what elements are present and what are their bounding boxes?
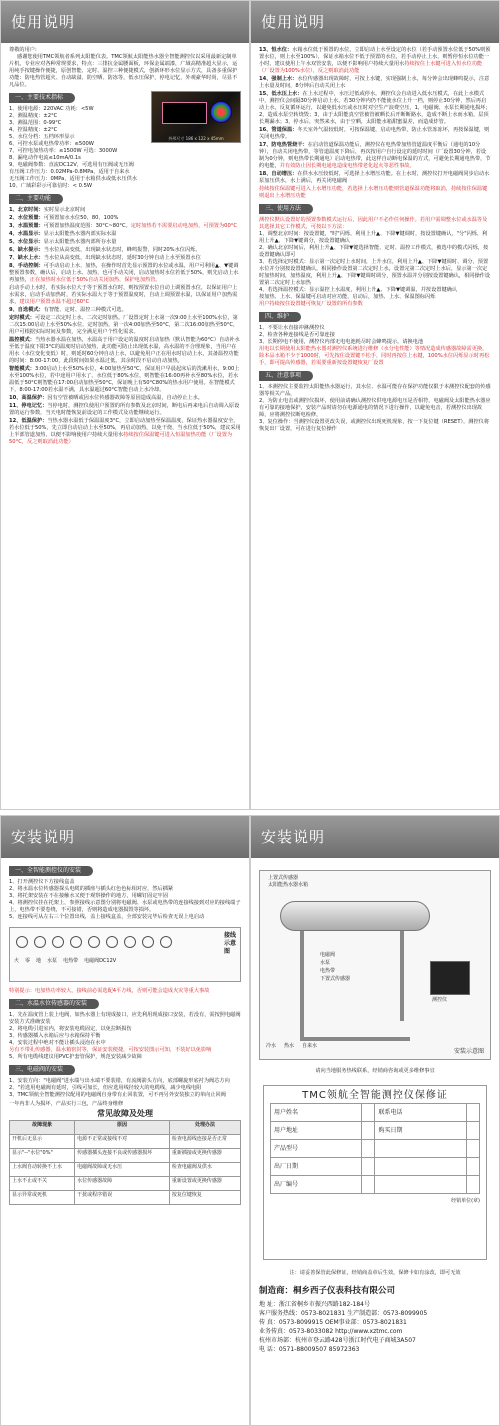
function-item-14 [9,395,241,402]
step-2: 2、确认北京时间后，利用上升▲、下降▼键选择智能、定时、温控工作模式，被选中的模式闪烁，按设置键确认即可 [259,245,489,258]
function-item-key: 智能模式： [9,366,35,372]
section-header-valve-install: 三、电磁阀的安装 [9,1065,75,1075]
terminal-icon [88,936,100,948]
page-title: 使用说明 [251,1,499,43]
function-item-value: 可预置加水水位50、80、100% [43,215,119,221]
function-item-cont-value: 在启动管道保温功能后，测控仪在电热带加热管道温度平衡后（通电的10分钟），自动关闭电热带，等管道温度下降后，再次按用户自行设定的延时时间（厂设置30分钟，若设制为0分钟，则电热带长期通电）启动电热带，此这样自动断电保温的方式，可避免长期通电热带，节约电能， [259,142,491,169]
function-item-cont-value: 冬天室外气温较低时，可按保温键，启动电热带，防止水管冻冻坏，再按保温键，则关闭电热带。 [259,127,490,140]
table-cell: 电源不正常或接线不对 [75,1135,170,1149]
terminal-icon [70,936,82,948]
label-pump: 水泵 [320,960,331,966]
function-item-value: 当热水器水温低于保温温度3°C，立即启动加热至保温温度，保证热水器温度安全，若水位低于50%，先立即自动启动上水至50%，再启动加热，以免干烧，当水位低于50%，建议采用上半部管道加热，以便不影响使用户持续大量用水 [9,418,241,438]
terminal-icon [142,936,154,948]
th-solution: 处理办法 [169,1121,240,1135]
diagram-title: 安装示意图 [453,1048,484,1055]
term-neutral: 零 [25,958,31,964]
function-item-cont-6 [259,171,491,185]
address: 地 址：浙江省桐乡市振兴西路182-184号 [259,1301,370,1308]
terminal-icon [16,936,28,948]
warranty-field: 出厂日期 [271,1158,362,1176]
step-4: 4、若选择温控模式：显示温控上水温度，利用上升▲、下降▼键调温，并按设置键确认 [259,287,458,293]
panel-caption: 外形尺寸 186 x 122 x 45mm [168,136,224,141]
function-item-value: 当水位从高变低，出现缺水状态时，延时30分钟自动上水至预置水位 [43,255,201,261]
function-item-cont-value: 水箱水位低于预置的水位，立即启动上水至设定的水位（若手动预置水位低于50%则预置水位，则上水至100%），保证水箱水位不低于预置的水位，若手动停止上水，则暂停恒水位功能一小时，建议使用上午水双管安装，以便不影响用户持续大量用水 [259,47,491,67]
function-item-8 [9,263,241,284]
label-top-sensor: 上置式传感器 [268,875,299,881]
function-item-key: 1、北京时间： [9,207,44,213]
function-item-key: 2、水位预置： [9,215,44,221]
spec-8: 8、漏电动作电流≤10mA/0.1s [9,155,81,161]
sensor-item-3: 3、传感器插入水箱后应与水箱保持平衡 [9,1033,101,1039]
spec-5: 5、水位分档：五档环形显示 [9,134,75,140]
table-cell: 按复位键恢复 [169,1191,240,1205]
function-item-cont-5 [259,142,491,170]
warranty-row [271,1140,480,1158]
function-item-cont-4 [259,127,491,141]
label-hot: 热水 [284,1043,295,1049]
function-item-note: 正在加热时水位低于50%自动关闭加热，保护电加热管。 [29,277,161,283]
term-pump: 水泵 [47,958,58,964]
function-item-key: 9、自选模式： [9,307,44,313]
spec-12: 10、广域彩彩示可靠信时：< 0.5W [9,183,93,189]
sensor-note: 另有不带孔传感器，温水箱密封等，保证安装便捷，可按安装图示可知，不装好以免影响 [9,1047,212,1053]
function-item-value: 3:00启动上水至50%水位，4:00加热至50°C，保证用户早晨起床后的洗漱用水，9:00上水至100%水位，若中途用户用水了，水位低于80%水位，则智能在16:00再补水至80%水位，若水温低于50°C则智能在17:00启动加热至50°C，保证晚上有50°C80%的热水用户使用。在智能模式下，8:00-17:00若水温不满，具水温超过60°C智能自动上水冷却。 [9,366,240,393]
function-item-value: 当停电时，测控仪使用户预置的所有参数及北京时间，断电后再来电后自动调入原设置的运行参数，当天电时能恢复前设定的工作模式及功能继续运行。 [9,403,240,416]
function-item-9 [9,285,241,306]
warranty-field: 用户姓名 [271,1104,362,1122]
warranty-value [466,1140,479,1158]
table-cell: 重新设置或更换传感器 [169,1177,240,1191]
table-cell: 水位传感器故障 [75,1177,170,1191]
fault-table [9,1120,241,1205]
function-item-cont-key: 18、自动增压： [259,171,298,177]
function-item-value: 显示太阳能热水器内部实际水温 [43,231,117,237]
usage-lead: 测控仪默认设置好的预置参数模式运行后，因此用户不必作任何操作。若用户需调整水位或水温等及其选择其它工作模式，可按以下方法： [259,217,488,230]
warranty-row [271,1158,480,1176]
caution-1: 1、本测控仪主要监控太阳能热水器运行，其水位、水温可能存在保护功能仅限于本测控仪配套的传感器等相关产品， [259,384,491,397]
biz-line: 业务传真：0573-8033082 http://www.xztmc.com [259,1328,403,1335]
th-cause: 原因 [75,1121,170,1135]
section-header-maintenance: 四、维护 [259,312,301,322]
service-line: 客户服务热线：0573-8021831 生产制造部：0573-8099905 [259,1310,428,1317]
table-row [10,1163,241,1177]
step-5: 按加热、上水、保温键可启动对应功能，启动后，加热、上水、保温图标闪烁 [259,294,436,300]
controller-icon [430,961,470,995]
terminal-icon [124,936,136,948]
hz-phone: 电 话：0571-88009507 85972363 [259,1346,360,1353]
maint-2: 2、检查各种连接线是否可靠连接 [259,332,335,338]
function-item-value: 可手动启动上水、加热，在操作时首先显示预置的水位或水温，用户可利用▲、▼键调整预置参数，确认后，启动上水、加热，也可手动关闭，启动加热时水位若低于50%，则先启动上水再加热， [9,263,239,283]
function-item-4 [9,231,241,238]
function-item-cont-value: 在上水过程中，水压过低或停水，测控仪会自动进入低水压模式，在此上水模式中，测控仪会间隔30分钟启动上水，若30分钟内仍不能使水位上升一档，则停止30分钟，然后再启动上水，反复循环运行，以避免低水压或水压时对空生产浪费空压，1，电磁阀、水泵长期通电损坏；2，造成水泵空转烧毁；3，由于太阳能真空管被管被晒长后开断断路水，造成不断上水而水箱，层顶长期漏水；3，停水后，突然来水，由于空晒，太阳能水箱甜蜜温差，而造成炸管。 [259,91,491,125]
function-item-cont-key: 16、管道保温： [259,127,298,133]
valve-item-2: 2、"若选用电磁阀有延时，引线可加长，但应选用线径较大的电缆线，减少电线电阻 [9,1085,202,1091]
pipe-icon [300,931,304,1041]
table-cell: 传感器插头连接不良或传感器损坏 [75,1149,170,1163]
function-item-key: 6、缺水提示： [9,247,44,253]
function-item-cont-value: 在供水水压较低时，可选择上水增压功能。在上水时，测控仪打开电磁阀同步启动水泵加压供水，水上满后，再关闭电磁阀 [259,171,490,184]
page-title: 安装说明 [251,816,499,858]
function-item-value: 当水位从高变低，出现缺水状态时，蜂鸣报警，同时20%水位闪烁。 [43,247,201,253]
label-controller: 测控仪 [432,997,448,1003]
wiring-label: 接线示意图 [224,932,237,955]
function-item-note: 建议用户预置水温不超过60°C [19,299,90,305]
table-row [10,1177,241,1191]
warranty-value [466,1104,479,1122]
caution-3: 3、复位操作：当测控仪设置更改失误，或测控仪出现死机现象，按一下复位键（RESET），测控仪将恢复出厂设置，可在进行复位操作 [259,419,490,432]
step-3: 3、若选择定时模式：显示第一次定时上水时间，上升水位，利用上升▲、下降▼键调时、调分，预置水位并分别按设置键确认，相同操作设置第二次定时上水，设置完第二次定时上水后，显示第一次定时加热时间，加热温度，利用上升▲、下降▼键调时调分，预置水温并分别按设置键确认，相同操作设置第二次定时上水加热 [259,259,491,286]
warranty-field: 出厂编号 [271,1176,362,1194]
install-item-5: 5、连接线可从左右三个位置出线，盖上接线盒盖，全部安装完毕后检查无误上电启动 [9,914,205,920]
valve-item-1: 1、安装方向："电磁阀"进水端与出水端不要装错，有流阀箭头方向，底部螺旋形底衬为阀芯方向 [9,1078,230,1084]
warranty-field: 联系电话 [375,1104,466,1122]
warranty-table [270,1103,480,1194]
th-symptom: 故障现象 [10,1121,75,1135]
warranty-field [375,1158,466,1176]
hz-office: 杭州市场部：杭州市登云路428号浙江时代电子商城3A507 [259,1337,416,1344]
function-item-key: 10、高温保护： [9,395,48,401]
page-install-1 [0,815,250,1426]
section-header-usage: 三、使用方法 [259,204,313,214]
function-item-cont-key: 17、防电热管烧干： [259,142,308,148]
warranty-field [375,1176,466,1194]
intro-greeting: 尊敬的用户: [9,47,37,53]
table-cell: 开机后无显示 [10,1135,75,1149]
warranty-value [362,1140,375,1158]
caution-2: 2、为防止电击或测控仪损坏，使用前请确认测控仪供电电源电压是否相符，电磁阀及太阳能热水器应有可靠的接地保护，安装产品时请勿在电源通电的情况下进行操作，以避免电击，若测控仪出现故障，应将测控仪断电检修， [259,398,491,418]
spec-3: 3、测温范围：0-99°C [9,120,62,126]
terminal-icon [160,936,172,948]
warranty-field: 购买日期 [375,1122,466,1140]
spec-7: 7、可控电加热功率：≤1500W 可选：3000W [9,148,118,154]
function-item-cont-1 [259,47,491,75]
function-item-12 [9,337,241,365]
function-item-16 [9,418,241,446]
table-row [10,1149,241,1163]
warranty-row [271,1104,480,1122]
function-item-value: 显示太阳能热水器内部所存水量 [43,239,117,245]
page-title: 使用说明 [1,1,249,43]
section-header-specs: 一、主要技术指标 [9,93,75,103]
table-cell: 检查电磁阀及供水 [169,1163,240,1177]
wiring-warning: 特别提示：电加热功率较大，接线前必需选配4平方线，否则可能会造成火灾等重大事故 [9,988,210,994]
function-item-cont-key: 13、恒水位： [259,47,293,53]
maint-3: 3、长期停电不使用，测控仪内部无电电池耗尽时会蜂鸣提示，请换电池 [259,339,424,345]
page-usage-1 [0,0,250,810]
steps-note: 用户持续按住设置键可恢复厂设置的所有参数 [259,301,363,307]
term-live: 火 [14,958,20,964]
pipe-icon [400,931,404,1021]
pipe-icon [300,1037,410,1041]
function-item-1 [9,207,241,214]
function-item-15 [9,403,241,417]
function-item-cont-3 [259,91,491,126]
terminal-icon [52,936,64,948]
warranty-row [271,1122,480,1140]
function-item-10 [9,307,241,314]
function-item-value: 有智能、定时、温控三种模式可选。 [43,307,127,313]
function-item-cont-note: 并有效防止因长期电通电造成电热带老化起火等恶性事故。 [279,163,415,169]
spec-1: 1、使用电源：220VAC 功耗：<5W [9,106,94,112]
note-boost: 持续按住保温键可进入上水增压功能，若选择上水增压功能则管道保温功能将取消，持续按住保温键则退出上水增压功能 [259,186,488,199]
function-item-value: 启动手动上水时，若实际水位大于等于预置水位时，则按预置水位自动上调预置水位，以保证用户上水需求，启动手动加热时，若实际水温大于等于预置温度时，自动上调预置水温，以保证用户加热需求， [9,285,238,305]
terminal-icon [106,936,118,948]
warranty-value [466,1176,479,1194]
step-1: 1、调整北京时间：按设置键，"时"闪烁，利用上升▲、下降▼键调时，按设置键确认，"分"闪烁，利用上升▲、下降▼键调分，按设置键确认 [259,231,488,244]
function-item-key: 定时模式： [9,315,35,321]
valve-item-3: 3、TMC领航全智能测控仪配用的电磁阀自身带有止回装置，可不再另外安装独立的单向止回阀 [9,1092,226,1098]
spec-2: 2、测温精度：±2°C [9,113,58,119]
display-icon [162,102,207,124]
label-tank: 太阳能热水器水箱 [268,882,309,888]
fax-line: 传 真：0573-8099915 OEM事业部：0573-8021831 [259,1319,407,1326]
warranty-value [466,1122,479,1140]
warranty-footnote: 注：请妥善保管此保修证，经销商盖章后生效，保修卡如有涂改，即可无效 [289,1270,461,1276]
table-cell: 上水阀自动转换不上水 [10,1163,75,1177]
install-item-4: 4、将测控仪挂在托架上，参照接线示意图分别将电磁阀、水泵或电热带的连接线接到对应的接线端子上，电热带不要卷绕，不可接错，否则将造成电器损毁等损坏。 [9,900,241,913]
spec-6: 6、可控水泵或电热带功率：≤500W [9,141,94,147]
function-item-cont-key: 15、低水压上水： [259,91,303,97]
install-diagram [259,870,491,1060]
table-row [10,1191,241,1205]
function-item-2 [9,215,241,222]
function-item-value: 因有空管被晒或因水位传感器故障等原因造成高温，自动停止上水。 [47,395,203,401]
function-item-key: 7、缺水上水： [9,255,44,261]
label-tap: 自来水 [302,1043,318,1049]
section-header-sensor-install: 二、水温水位传感器的安装 [9,999,99,1009]
function-item-13 [9,366,241,394]
warranty-field [375,1140,466,1158]
function-list-continued [259,47,491,185]
sensor-item-5: 5、所有电缆线建议用PVC护套管保护，规范安装减少故障 [9,1054,142,1060]
function-item-key: 12、低温保护： [9,418,48,424]
spec-11: 无压阀工作压力：0MPa，适用于水箱供水或低水压供水 [9,176,137,182]
label-heater: 电热带 [320,968,336,974]
table-cell: 重新插接或更换传感器 [169,1149,240,1163]
term-valve: 电磁阀DC12V [84,958,117,964]
warranty-value [362,1122,375,1140]
fault-table-title: 常见故障及处理 [97,1109,153,1118]
install-item-3: 3、将托架安装在不在接触水又便于观察操作的地方，用螺钉固定牢固 [9,893,168,899]
function-item-cont-2 [259,76,491,90]
table-cell: 电磁阀故障或无水压 [75,1163,170,1177]
function-item-key: 3、水温预置： [9,223,44,229]
wiring-diagram [9,927,241,982]
spec-9: 9、电磁阀参数：直流DC12V，可选用有压阀或无压阀 [9,162,134,168]
sensor-item-2: 2、将电缆引进室内，将安装电缆固定，以免拉断损伤 [9,1026,132,1032]
dealer-stamp: 经销单位(章) [451,1198,480,1204]
table-row [10,1135,241,1149]
page-install-2 [250,815,500,1426]
spec-10: 有压阀工作压力：0.02MPa-0.8MPa，适用于自来水 [9,169,130,175]
section-header-controller-install: 一、全智能测控仪的安装 [9,866,93,876]
function-item-value: 实时显示北京时间 [43,207,86,213]
table-cell: 显示异常或死机 [10,1191,75,1205]
page-usage-2 [250,0,500,810]
warranty-value [362,1158,375,1176]
function-item-cont-key: 14、强制上水： [259,76,298,82]
warranty-field: 产品型号 [271,1140,362,1158]
function-item-key: 11、停电记忆： [9,403,48,409]
warranty-title: TMC领航全智能测控仪保修证 [302,1090,448,1101]
table-cell: 上水不止或不关 [10,1177,75,1191]
sensor-item-4: 4、安装过程中绝对不能让插头浸泡在水中 [9,1040,106,1046]
manufacturer: 制造商：桐乡西子仪表科技有限公司 [259,1286,396,1296]
warranty-value [362,1176,375,1194]
table-cell: 显示"--"水位"0%" [10,1149,75,1163]
controller-image [151,91,241,143]
section-header-functions: 二、主要功能 [9,194,63,204]
intro-text: 感谢您使用TMC领航者系列太阳能仪表。TMC领航太阳能热水器全智能测控仪以采用最新定制单片机，专业应对各种常规要求，特点：三排抗金属腰面板，环保金属端漆，广域高精准超大显示，运用纯手按键操作便捷，原创智能、定时、温控三种便捷模式，创新环形水位显示方式，具备多重保护功能：防电热管超火、自动缺溢、防空晒、防冻等，低水压保护，停电记忆，外观豪华时尚，尽显不凡品位。 [9,54,238,88]
label-valve: 电磁阀 [320,952,336,958]
warranty-value [466,1158,479,1176]
maint-note: 用电以长期使用太阳能热水器对测控仪系统进行维修（水分电性能）等情况造成传感器故障需更换，除本品水箱不少于1000时，可先按住设置键不松手，同时再按住上水键，100%水位闪烁显示时再松手，即可提高传感器，若需要重新按设置键恢复厂设置 [259,346,490,366]
function-item-value: 可预置加热温度范围：30°C~80°C。 [43,223,131,229]
sensor-item-1: 1、先在温度管上装上电阀，如热水器上有现成接口，应先利用现成接口安装，若没有，需按照电磁阀安装方式准确安装 [9,1012,241,1025]
label-bottom-sensor: 下置式传感器 [320,976,351,982]
install-item-1: 1、打开测控仪下方接线盒盖 [9,879,75,885]
function-item-cont-value: 水位传感器出现故障时，可按上水键，实现强制上水，每分钟会出现蜂鸣提示，注意上水量及时间，8分钟后自动关闭上水 [259,76,490,89]
function-item-cont-note: 持续按住上水键可进入恒水位功能（厂设置为100%水位），反之则取消此功能 [259,61,483,74]
warranty-card [263,1085,487,1260]
function-item-value: 可设定二次定时上水、二次定时加热。厂设置定时上水第一次9:00上水至100%水位，第二次15:00启动上水至50%水位，定时加热，第一次4:00加热至50°C，第二次16:00加热至50°C，用户可根据实际时间及参数，完全满足用户个性化需求。 [9,315,239,335]
spec-4: 4、控温精度：±2°C [9,127,58,133]
table-cell: 检查电源线连接是否正常 [169,1135,240,1149]
table-cell: 干扰或程序错误 [75,1191,170,1205]
term-heater: 电热带 [63,958,79,964]
function-item-note: 持续按住保温键可进入恒温加热功能（厂设置为50°C，反之则取消此功能） [9,432,233,445]
warranty-row [271,1176,480,1194]
function-item-key: 8、手动控制： [9,263,44,269]
function-item-5 [9,239,241,246]
terminal-icon [34,936,46,948]
function-item-note: 定时加热若不需要启动电加热，可预置为00°C [130,223,237,229]
maint-1: 1、不要让水直接冲淋测控仪 [259,325,325,331]
function-item-6 [9,247,241,254]
function-item-key: 温控模式： [9,337,35,343]
tank-icon [280,901,430,931]
function-item-value: 当热水器水温在加热，水温高于用户设定的温度时启动加热（默认智能为60°C）自动补水至低于温度下限3°C的温度时启动加热，此功能可防止出现低水温，高水温的不合理现象，当用户在用水（水位变化变低）时，则延时60分钟自动上水，以避免用户正在用水时启动上水，其备温控功能的时间：8:00-17:00，此段时间如果水温过低，其余时段不启动自动加热。 [9,337,240,364]
warranty-value [362,1104,375,1122]
term-ground: 地 [36,958,42,964]
function-list [9,207,241,446]
function-item-7 [9,255,241,262]
dial-icon [210,101,232,123]
warranty-field: 用户地址 [271,1122,362,1140]
function-item-11 [9,315,241,336]
function-item-key: 4、水温显示： [9,231,44,237]
label-cold: 冷水 [266,1043,277,1049]
service-note: 请向当地服务热线联系，经销商咨询或更多维修事宜 [315,1068,435,1074]
guarantee: 一年内非人为损坏，产品实行三包，产品终身维修 [9,1101,124,1107]
install-item-2: 2、将水温水位传感器探头电缆的插座与插头红色色标相对应，然后插紧 [9,886,174,892]
function-item-key: 5、水位显示： [9,239,44,245]
section-header-cautions: 五、注意事项 [259,371,313,381]
function-item-3 [9,223,241,230]
page-title: 安装说明 [1,816,249,858]
